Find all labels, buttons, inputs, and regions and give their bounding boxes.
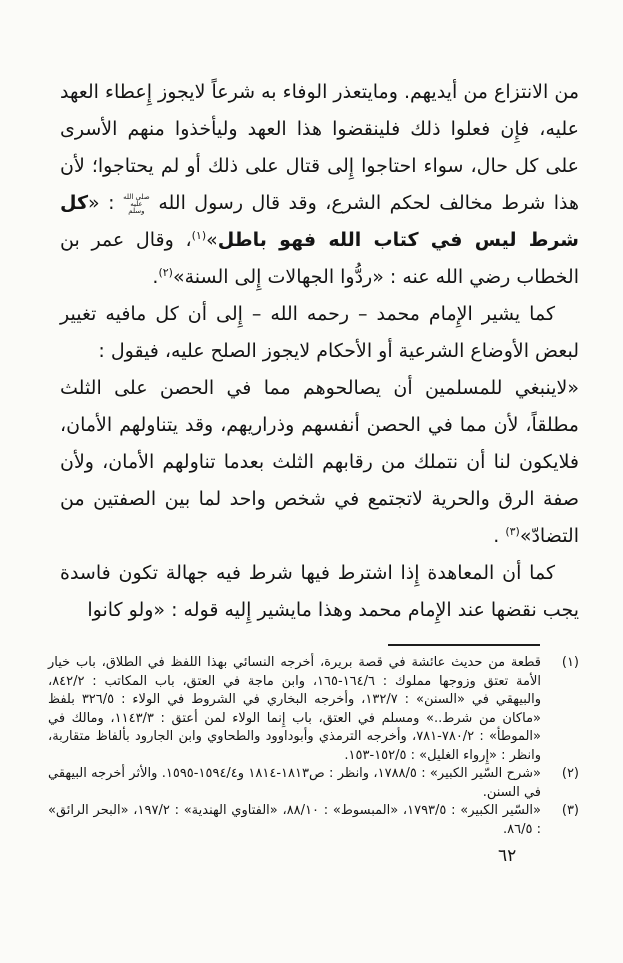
- paragraph-2: [60, 296, 579, 370]
- body-text-run: من الانتزاع من أيديهم. ومايتعذر الوفاء به شرعاً لايجوز إِعطاء العهد عليه، فإِن فعلوا ذلك فلينقضوا هذا العهد وليأخذوا منهم الأسرى على كل حال، سواء احتاجوا إِلى قتال على ذلك أو لم يحتاجوا؛ لأن هذا شرط مخالف لحكم الشرع، وقد قال رسول الله: [60, 81, 580, 214]
- footnote-1: [48, 654, 579, 765]
- footnote-separator: [388, 644, 540, 646]
- body-text-run: ، وقال عمر بن الخطاب رضي الله عنه : «ردُّوا الجهالات إِلى السنة»: [60, 229, 579, 288]
- paragraph-3: [60, 370, 579, 555]
- body-text-run: «لاينبغي للمسلمين أن يصالحوهم مما في الحصن على الثلث مطلقاً، لأن مما في الحصن أنفسهم وذراريهم، وقد يتناولهم الأمان، فلايكون لنا أن نتملك من رقابهم الثلث بعدما تناولهم الأمان، ولأن صفة الرق والحرية لاتجتمع في شخص واحد لما بين الصفتين من التضادّ»: [60, 377, 579, 547]
- footnote-ref: (٢): [158, 266, 173, 279]
- footnote-text: «شرح السّير الكبير» : ١٧٨٨/٥، وانظر : ص١٨١٣-١٨١٤ و١٥٩٤/٤-١٥٩٥. والأثر أخرجه البيهقي في السنن.: [48, 766, 541, 800]
- body-text-run: كما يشير الإِمام محمد – رحمه الله – إِلى أن كل مافيه تغيير لبعض الأوضاع الشرعية أو الأحكام لايجوز الصلح عليه، فيقول :: [60, 303, 579, 362]
- body-text-run: .: [152, 266, 159, 288]
- paragraph-1: [60, 74, 579, 296]
- hadith-bold-text: كل شرط ليس في كتاب الله فهو باطل: [60, 192, 579, 251]
- footnote-2: [48, 765, 579, 802]
- footnote-text: «السّير الكبير» : ١٧٩٣/٥، «المبسوط» : ٨٨/١٠، «الفتاوي الهندية» : ١٩٧/٢، «البحر الرائق» : ٨٦/٥.: [48, 803, 541, 837]
- footnote-ref: (١): [191, 229, 207, 242]
- footnote-text: قطعة من حديث عائشة في قصة بريرة، أخرجه النسائي بهذا اللفظ في الطلاق، باب خيار الأمة تعتق وزوجها مملوك : ١٦٤/٦-١٦٥، وابن ماجة في العتق، باب المكاتب : ٨٤٢/٢، والبيهقي في «السنن» : ١٣٢/٧، وأخرجه البخاري في الشروط في الولاء : ٣٢٦/٥ بلفظ «ماكان من شرط..» ومسلم في العتق، باب إِنما الولاء لمن أعتق : ١١٤٣/٣، ومالك في «الموطأ» : ٧٨٠/٢-٧٨١، وأخرجه الترمذي وأبوداوود والطحاوي وابن الجارود بألفاظ متقاربة، وانظر : «إِرواء الغليل» : ١٥٢/٥-١٥٣.: [48, 655, 542, 763]
- footnote-marker: (٣): [561, 803, 579, 818]
- footnote-ref: (٣): [505, 525, 520, 538]
- salawat-mark: صلى الله عليه وسلم: [123, 193, 150, 215]
- body-text-run: .: [493, 525, 506, 547]
- body-text-run: كما أن المعاهدة إِذا اشترط فيها شرط فيه جهالة تكون فاسدة يجب نقضها عند الإِمام محمد وهذا مايشير إِليه قوله : «ولو كانوا: [60, 562, 579, 621]
- footnote-marker: (١): [561, 655, 579, 670]
- footnotes: [48, 654, 579, 839]
- page-number: ٦٢: [498, 846, 517, 866]
- main-text: [60, 74, 579, 629]
- footnote-3: [48, 802, 579, 839]
- footnote-marker: (٢): [561, 766, 579, 781]
- paragraph-4: [60, 555, 579, 629]
- body-text-run: »: [206, 229, 218, 251]
- body-text-run: : «: [88, 192, 123, 214]
